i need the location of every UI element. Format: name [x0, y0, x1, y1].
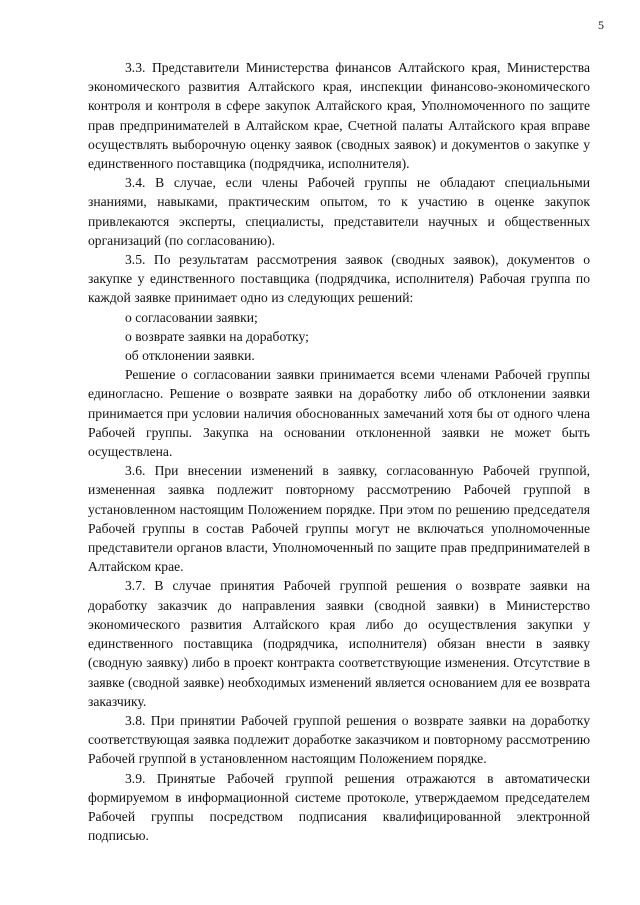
paragraph-3-5: 3.5. По результатам рассмотрения заявок (сводных заявок), документов о закупке у единственного поставщика (подрядчика, исполнителя) Рабочая группа по каждой заявке принимает одно из следующих решений: — [88, 252, 590, 306]
page-number: 5 — [598, 18, 604, 32]
decision-item-approve: о согласовании заявки; — [125, 309, 258, 325]
paragraph-3-4: 3.4. В случае, если члены Рабочей группы не обладают специальными знаниями, навыками, практическим опытом, то к участию в оценке закупок привлекаются эксперты, специалисты, представители научных и общественных организаций (по согласованию). — [88, 175, 590, 248]
paragraph-3-9: 3.9. Принятые Рабочей группой решения отражаются в автоматически формируемом в информационной системе протоколе, утверждаемом председателем Рабочей группы посредством подписания квалифицированной электронной подписью. — [88, 770, 590, 844]
document-body — [88, 58, 590, 845]
paragraph-3-8: 3.8. При принятии Рабочей группой решения о возврате заявки на доработку соответствующая заявка подлежит доработке заказчиком и повторному рассмотрению Рабочей группой в установленном настоящим Положением порядке. — [88, 712, 590, 767]
decision-item-return: о возврате заявки на доработку; — [125, 328, 309, 344]
paragraph-decision-rules: Решение о согласовании заявки принимается всеми членами Рабочей группы единогласно. Решение о возврате заявки на доработку либо об отклонении заявки принимается при условии наличия обоснованных замечаний хотя бы от одного члена Рабочей группы. Закупка на основании отклоненной заявки не может быть осуществлена. — [88, 367, 590, 460]
paragraph-3-6: 3.6. При внесении изменений в заявку, согласованную Рабочей группой, измененная заявка подлежит повторному рассмотрению Рабочей группой в установленном настоящим Положением порядке. При этом по решению председателя Рабочей группы в состав Рабочей группы могут не включаться уполномоченные представители органов власти, Уполномоченный по защите прав предпринимателей в Алтайском крае. — [88, 463, 590, 575]
decision-item-reject: об отклонении заявки. — [125, 348, 255, 364]
paragraph-3-7: 3.7. В случае принятия Рабочей группой решения о возврате заявки на доработку заказчик до направления заявки (сводной заявки) в Министерство экономического развития Алтайского края либо до осуществления закупки у единственного поставщика (подрядчика, исполнителя) обязан внести в заявку (сводную заявку) либо в проект контракта соответствующие изменения. Отсутствие в заявке (сводной заявке) необходимых изменений является основанием для ее возврата заказчику. — [88, 578, 590, 709]
paragraph-3-3: 3.3. Представители Министерства финансов Алтайского края, Министерства экономического развития Алтайского края, инспекции финансово-экономического контроля и контроля в сфере закупок Алтайского края, Уполномоченного по защите прав предпринимателей в Алтайском крае, Счетной палаты Алтайского края вправе осуществлять выборочную оценку заявок (сводных заявок) и документов о закупке у единственного поставщика (подрядчика, исполнителя). — [88, 60, 590, 172]
